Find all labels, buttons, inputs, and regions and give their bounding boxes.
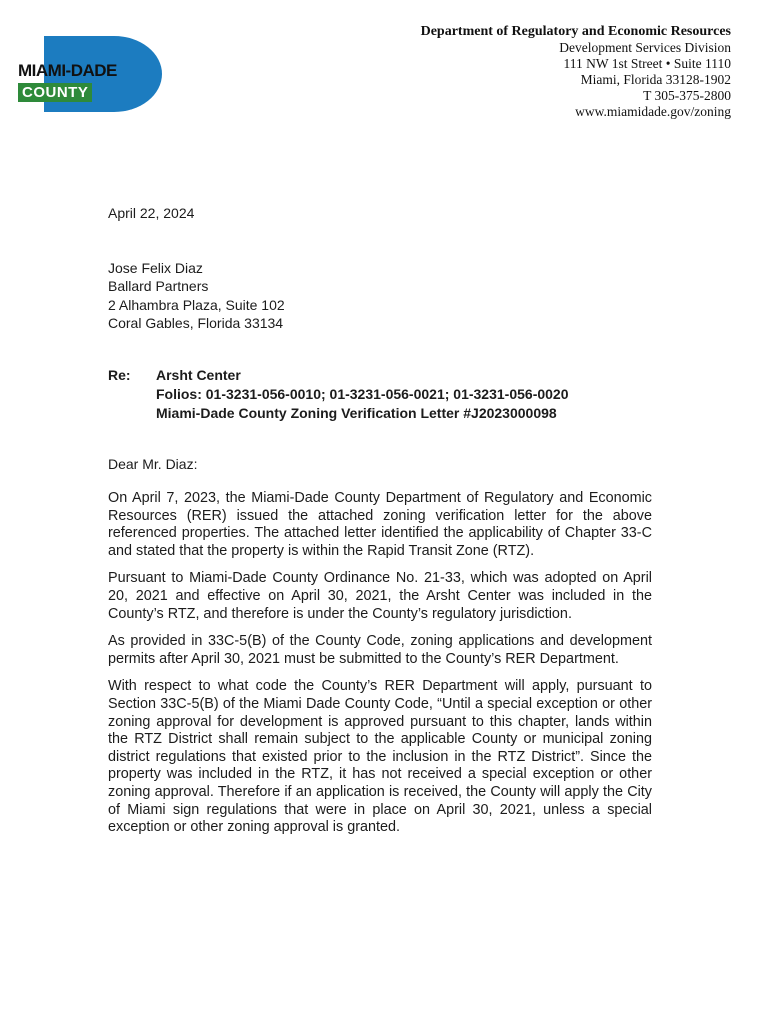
salutation: Dear Mr. Diaz: (108, 456, 198, 472)
recipient-name: Jose Felix Diaz (108, 260, 203, 276)
county-logo (14, 36, 162, 112)
recipient-street: 2 Alhambra Plaza, Suite 102 (108, 296, 285, 313)
re-letter-ref: Miami-Dade County Zoning Verification Letter #J2023000098 (156, 405, 557, 421)
dept-phone: T 305-375-2800 (643, 88, 731, 103)
division-name: Development Services Division (559, 40, 731, 55)
dept-city: Miami, Florida 33128-1902 (580, 72, 731, 87)
department-name: Department of Regulatory and Economic Resources (420, 24, 731, 39)
body-paragraph: Pursuant to Miami-Dade County Ordinance No. 21-33, which was adopted on April 20, 2021 and effective on April 30, 2021, the Arsht Center was included in the County’s RTZ, and therefore is under the County’s regulatory jurisdiction. (108, 570, 652, 622)
logo-top-text: MIAMI-DADE (18, 61, 117, 80)
body-paragraph: With respect to what code the County’s RER Department will apply, pursuant to Section 33C-5(B) of the Miami Dade County Code, “Until a special exception or other zoning approval for development is approved pursuant to this chapter, lands within the RTZ District shall remain subject to the applicable County or municipal zoning district regulations that existed prior to the inclusion in the RTZ District”. Since the property was included in the RTZ, it has not received a special exception or other zoning approval. Therefore if an application is received, the County will apply the City of Miami sign regulations that were in place on April 30, 2021, unless a special exception or other zoning approval is granted. (108, 678, 652, 836)
re-folios: Folios: 01-3231-056-0010; 01-3231-056-0021; 01-3231-056-0020 (156, 386, 569, 402)
body-paragraph: On April 7, 2023, the Miami-Dade County Department of Regulatory and Economic Resources (RER) issued the attached zoning verification letter for the above referenced properties. The attached letter identified the applicability of Chapter 33-C and stated that the property is within the Rapid Transit Zone (RTZ). (108, 490, 652, 559)
letter-body (108, 490, 652, 847)
re-title: Arsht Center (156, 367, 241, 383)
body-paragraph: As provided in 33C-5(B) of the County Code, zoning applications and development permits after April 30, 2021 must be submitted to the County’s RER Department. (108, 633, 652, 667)
letterhead (421, 24, 731, 120)
letter-date: April 22, 2024 (108, 205, 195, 221)
recipient-city: Coral Gables, Florida 33134 (108, 315, 284, 332)
recipient-company: Ballard Partners (108, 278, 209, 295)
logo-bottom-text: COUNTY (18, 83, 92, 102)
dept-website: www.miamidade.gov/zoning (575, 104, 731, 119)
recipient-address (108, 259, 285, 333)
dept-street: 111 NW 1st Street • Suite 1110 (563, 56, 731, 71)
re-label: Re: (108, 367, 131, 383)
